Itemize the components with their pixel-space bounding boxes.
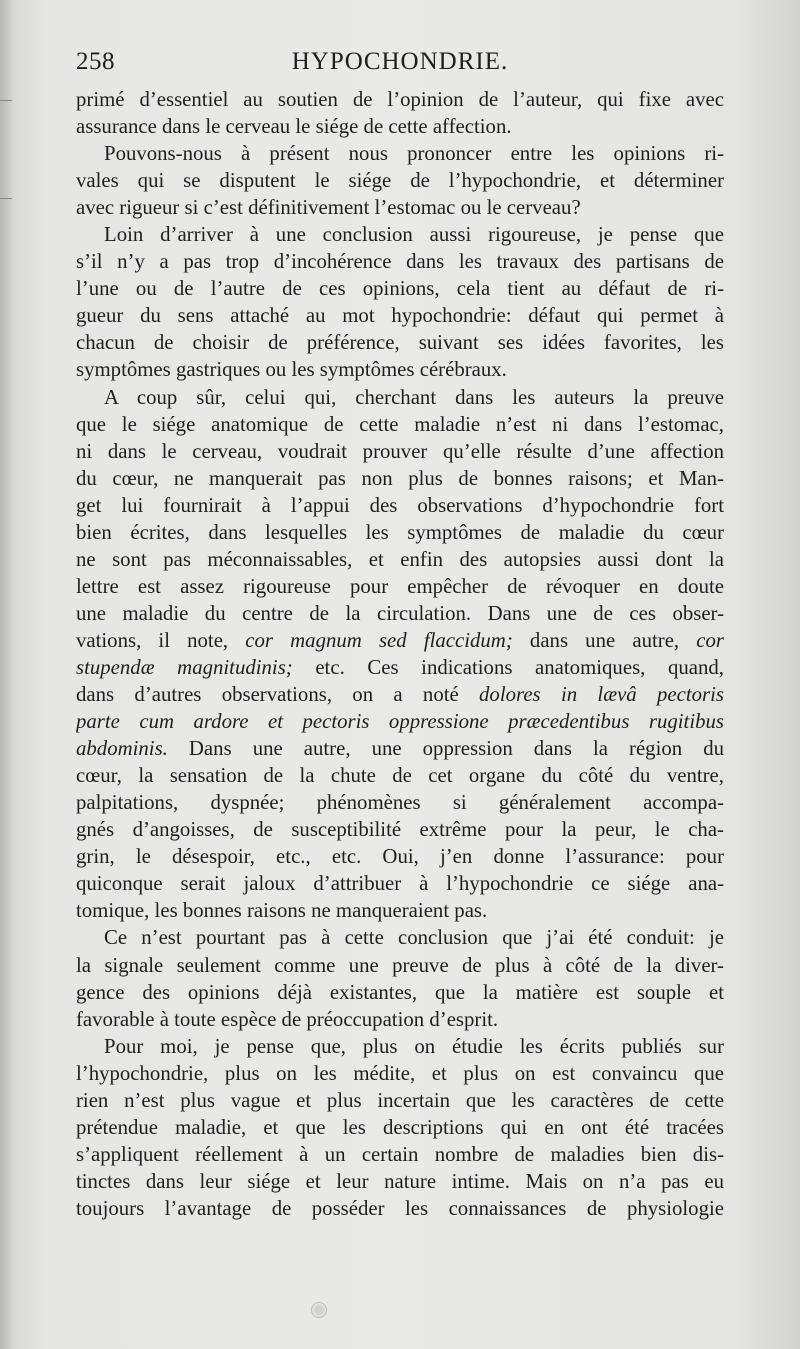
text-line: chacun de choisir de préférence, suivant ses idées favorites, les bbox=[76, 331, 724, 355]
text-line: tomique, les bonnes raisons ne manqueraient pas. bbox=[76, 899, 488, 923]
body-text bbox=[76, 86, 724, 1222]
text-line: prétendue maladie, et que les descriptions qui en ont été tracées bbox=[76, 1115, 724, 1139]
text-line: vations, il note, cor magnum sed flaccidum; dans une autre, cor bbox=[76, 628, 724, 652]
text-line: l’une ou de l’autre de ces opinions, cela tient au défaut de ri- bbox=[76, 277, 724, 301]
margin-tick-mark bbox=[0, 100, 12, 101]
text-line: l’hypochondrie, plus on les médite, et plus on est convaincu que bbox=[76, 1061, 724, 1085]
text-line: primé d’essentiel au soutien de l’opinion de l’auteur, qui fixe avec bbox=[76, 88, 724, 111]
page-number: 258 bbox=[76, 48, 115, 75]
text-line: vales qui se disputent le siége de l’hypochondrie, et déterminer bbox=[76, 169, 724, 193]
text-line: Loin d’arriver à une conclusion aussi rigoureuse, je pense que bbox=[104, 223, 724, 247]
text-line: abdominis. Dans une autre, une oppression dans la région du bbox=[76, 737, 724, 761]
text-line: la signale seulement comme une preuve de plus à côté de la diver- bbox=[76, 953, 724, 977]
running-head: HYPOCHONDRIE. bbox=[291, 48, 509, 75]
text-line: gence des opinions déjà existantes, que la matière est souple et bbox=[76, 980, 724, 1004]
text-line: favorable à toute espèce de préoccupation d’esprit. bbox=[76, 1007, 499, 1031]
text-line: assurance dans le cerveau le siége de cette affection. bbox=[76, 115, 512, 139]
text-line: quiconque serait jaloux d’attribuer à l’hypochondrie ce siége ana- bbox=[76, 872, 724, 896]
text-line: Ce n’est pourtant pas à cette conclusion que j’ai été conduit: je bbox=[104, 926, 724, 950]
text-line: grin, le désespoir, etc., etc. Oui, j’en donne l’assurance: pour bbox=[76, 845, 724, 869]
text-line: Pour moi, je pense que, plus on étudie les écrits publiés sur bbox=[104, 1034, 724, 1058]
text-line: toujours l’avantage de posséder les connaissances de physiologie bbox=[76, 1196, 724, 1220]
text-line: avec rigueur si c’est définitivement l’estomac ou le cerveau? bbox=[76, 196, 581, 220]
text-line: une maladie du centre de la circulation. Dans une de ces obser- bbox=[76, 601, 724, 625]
text-line: cœur, la sensation de la chute de cet organe du côté du ventre, bbox=[76, 764, 724, 788]
margin-tick-mark bbox=[0, 198, 12, 199]
page-gutter-shadow bbox=[0, 0, 14, 1349]
text-line: s’il n’y a pas trop d’incohérence dans les travaux des partisans de bbox=[76, 250, 724, 274]
text-line: s’appliquent réellement à un certain nombre de maladies bien dis- bbox=[76, 1142, 724, 1166]
text-line: A coup sûr, celui qui, cherchant dans les auteurs la preuve bbox=[104, 385, 724, 409]
text-line: get lui fournirait à l’appui des observations d’hypochondrie fort bbox=[76, 493, 724, 517]
text-line: parte cum ardore et pectoris oppressione præcedentibus rugitibus bbox=[76, 710, 724, 734]
page-header bbox=[76, 48, 724, 78]
text-line: stupendæ magnitudinis; etc. Ces indications anatomiques, quand, bbox=[76, 655, 724, 679]
text-line: lettre est assez rigoureuse pour empêcher de révoquer en doute bbox=[76, 574, 724, 598]
text-line: ni dans le cerveau, voudrait prouver qu’elle résulte d’une affection bbox=[76, 439, 724, 463]
text-line: bien écrites, dans lesquelles les symptômes de maladie du cœur bbox=[76, 520, 724, 544]
text-line: ne sont pas méconnaissables, et enfin des autopsies aussi dont la bbox=[76, 547, 724, 571]
text-line: rien n’est plus vague et plus incertain que les caractères de cette bbox=[76, 1088, 724, 1112]
printer-ornament-icon bbox=[311, 1302, 327, 1318]
text-line: gnés d’angoisses, de susceptibilité extrême pour la peur, le cha- bbox=[76, 818, 724, 842]
text-line: tinctes dans leur siége et leur nature intime. Mais on n’a pas eu bbox=[76, 1169, 724, 1193]
text-line: symptômes gastriques ou les symptômes cérébraux. bbox=[76, 358, 507, 382]
text-line: que le siége anatomique de cette maladie n’est ni dans l’estomac, bbox=[76, 412, 724, 436]
text-line: Pouvons-nous à présent nous prononcer entre les opinions ri- bbox=[104, 142, 724, 166]
text-line: gueur du sens attaché au mot hypochondrie: défaut qui permet à bbox=[76, 304, 724, 328]
text-line: palpitations, dyspnée; phénomènes si généralement accompa- bbox=[76, 791, 724, 815]
text-line: dans d’autres observations, on a noté dolores in lævâ pectoris bbox=[76, 683, 724, 707]
text-line: du cœur, ne manquerait pas non plus de bonnes raisons; et Man- bbox=[76, 466, 724, 490]
